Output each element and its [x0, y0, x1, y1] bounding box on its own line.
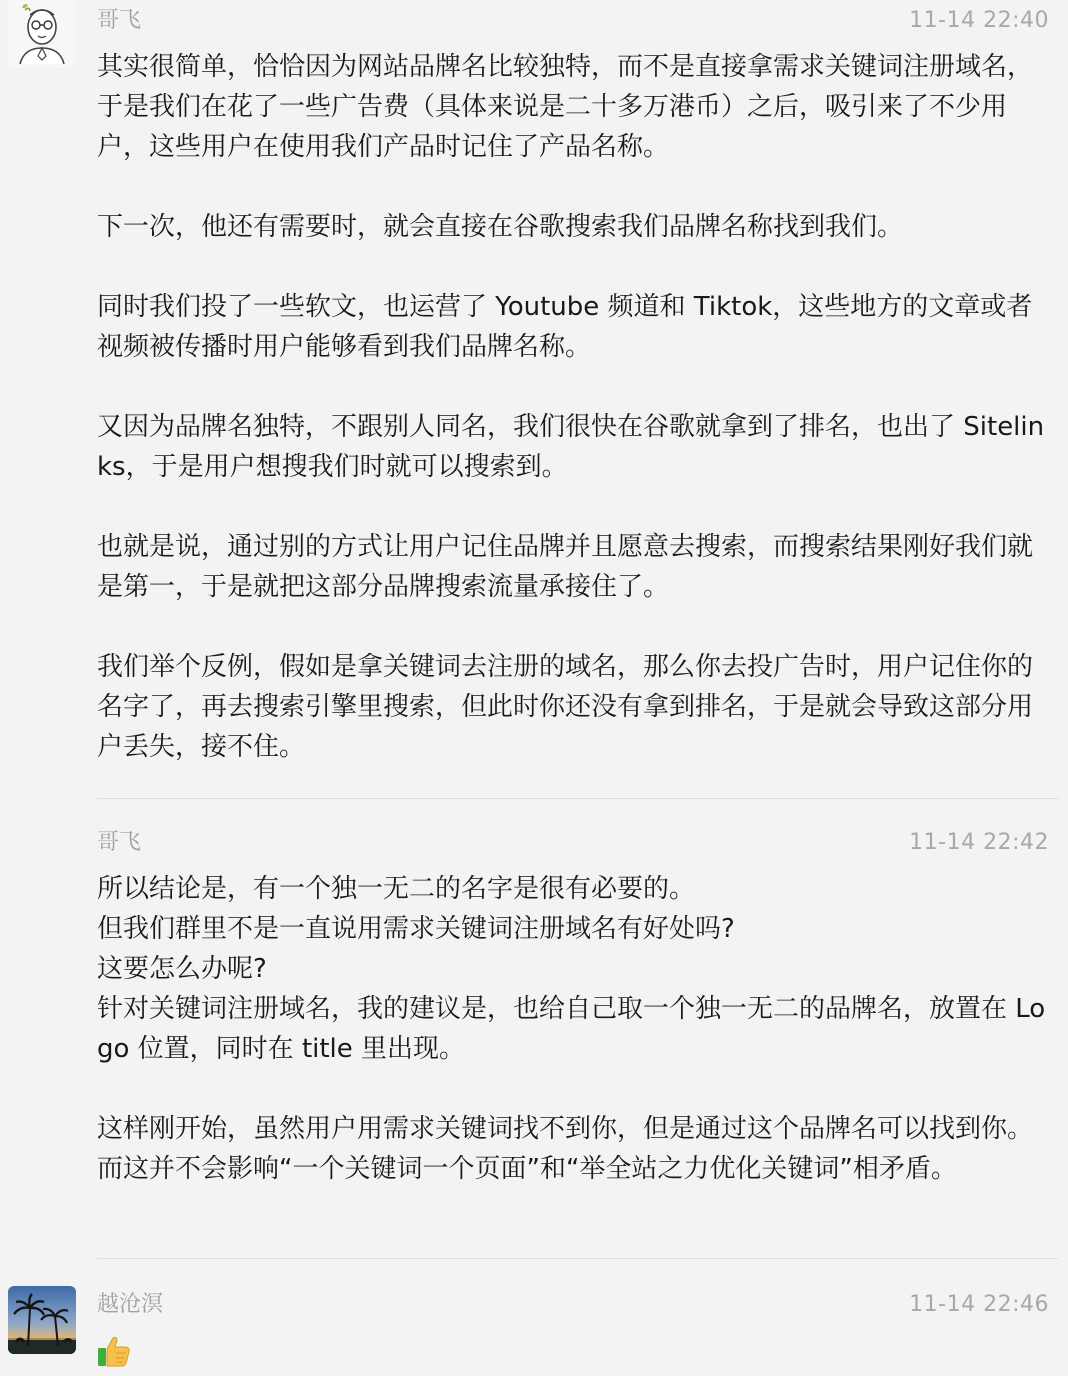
message-paragraph: 也就是说，通过别的方式让用户记住品牌并且愿意去搜索，而搜索结果刚好我们就是第一，于是就把这部分品牌搜索流量承接住了。: [97, 532, 1034, 602]
message-time: 11-14 22:40: [909, 8, 1049, 33]
message-body: [97, 869, 1053, 1189]
message-line: 但我们群里不是一直说用需求关键词注册域名有好处吗?: [97, 914, 735, 944]
message-paragraph: 我们举个反例，假如是拿关键词去注册的域名，那么你去投广告时，用户记住你的名字了，再去搜索引擎里搜索，但此时你还没有拿到排名，于是就会导致这部分用户丢失，接不住。: [97, 652, 1034, 762]
sender-name: 越沧溟: [97, 1292, 164, 1317]
message-time: 11-14 22:42: [909, 830, 1049, 855]
message-divider: [97, 798, 1058, 799]
message-divider: [97, 1258, 1058, 1259]
message-line: 所以结论是，有一个独一无二的名字是很有必要的。: [97, 874, 696, 904]
palm-tree-sunset-avatar-icon: [8, 1286, 76, 1354]
message-line: 这样刚开始，虽然用户用需求关键词找不到你，但是通过这个品牌名可以找到你。: [97, 1114, 1034, 1144]
avatar[interactable]: [8, 0, 76, 68]
avatar[interactable]: [8, 1286, 76, 1354]
message-paragraph: 其实很简单，恰恰因为网站品牌名比较独特，而不是直接拿需求关键词注册域名，于是我们在花了一些广告费（具体来说是二十多万港币）之后，吸引来了不少用户，这些用户在使用我们产品时记住了产品名称。: [97, 52, 1034, 162]
message-line: 这要怎么办呢?: [97, 954, 267, 984]
message-paragraph: 又因为品牌名独特，不跟别人同名，我们很快在谷歌就拿到了排名，也出了 Sitelinks，于是用户想搜我们时就可以搜索到。: [97, 412, 1045, 482]
sender-name: 哥飞: [97, 830, 142, 855]
message-paragraph: 同时我们投了一些软文，也运营了 Youtube 频道和 Tiktok，这些地方的文章或者视频被传播时用户能够看到我们品牌名称。: [97, 292, 1033, 362]
cartoon-face-avatar-icon: [8, 0, 76, 68]
sender-name: 哥飞: [97, 8, 142, 33]
message-paragraph: 下一次，他还有需要时，就会直接在谷歌搜索我们品牌名称找到我们。: [97, 212, 904, 242]
message-line: 而这并不会影响“一个关键词一个页面”和“举全站之力优化关键词”相矛盾。: [97, 1154, 957, 1184]
message-line: 针对关键词注册域名，我的建议是，也给自己取一个独一无二的品牌名，放置在 Logo 位置，同时在 title 里出现。: [97, 994, 1046, 1064]
thumbs-up-icon: [97, 1334, 131, 1368]
message-time: 11-14 22:46: [909, 1292, 1049, 1317]
message-body: [97, 47, 1053, 767]
